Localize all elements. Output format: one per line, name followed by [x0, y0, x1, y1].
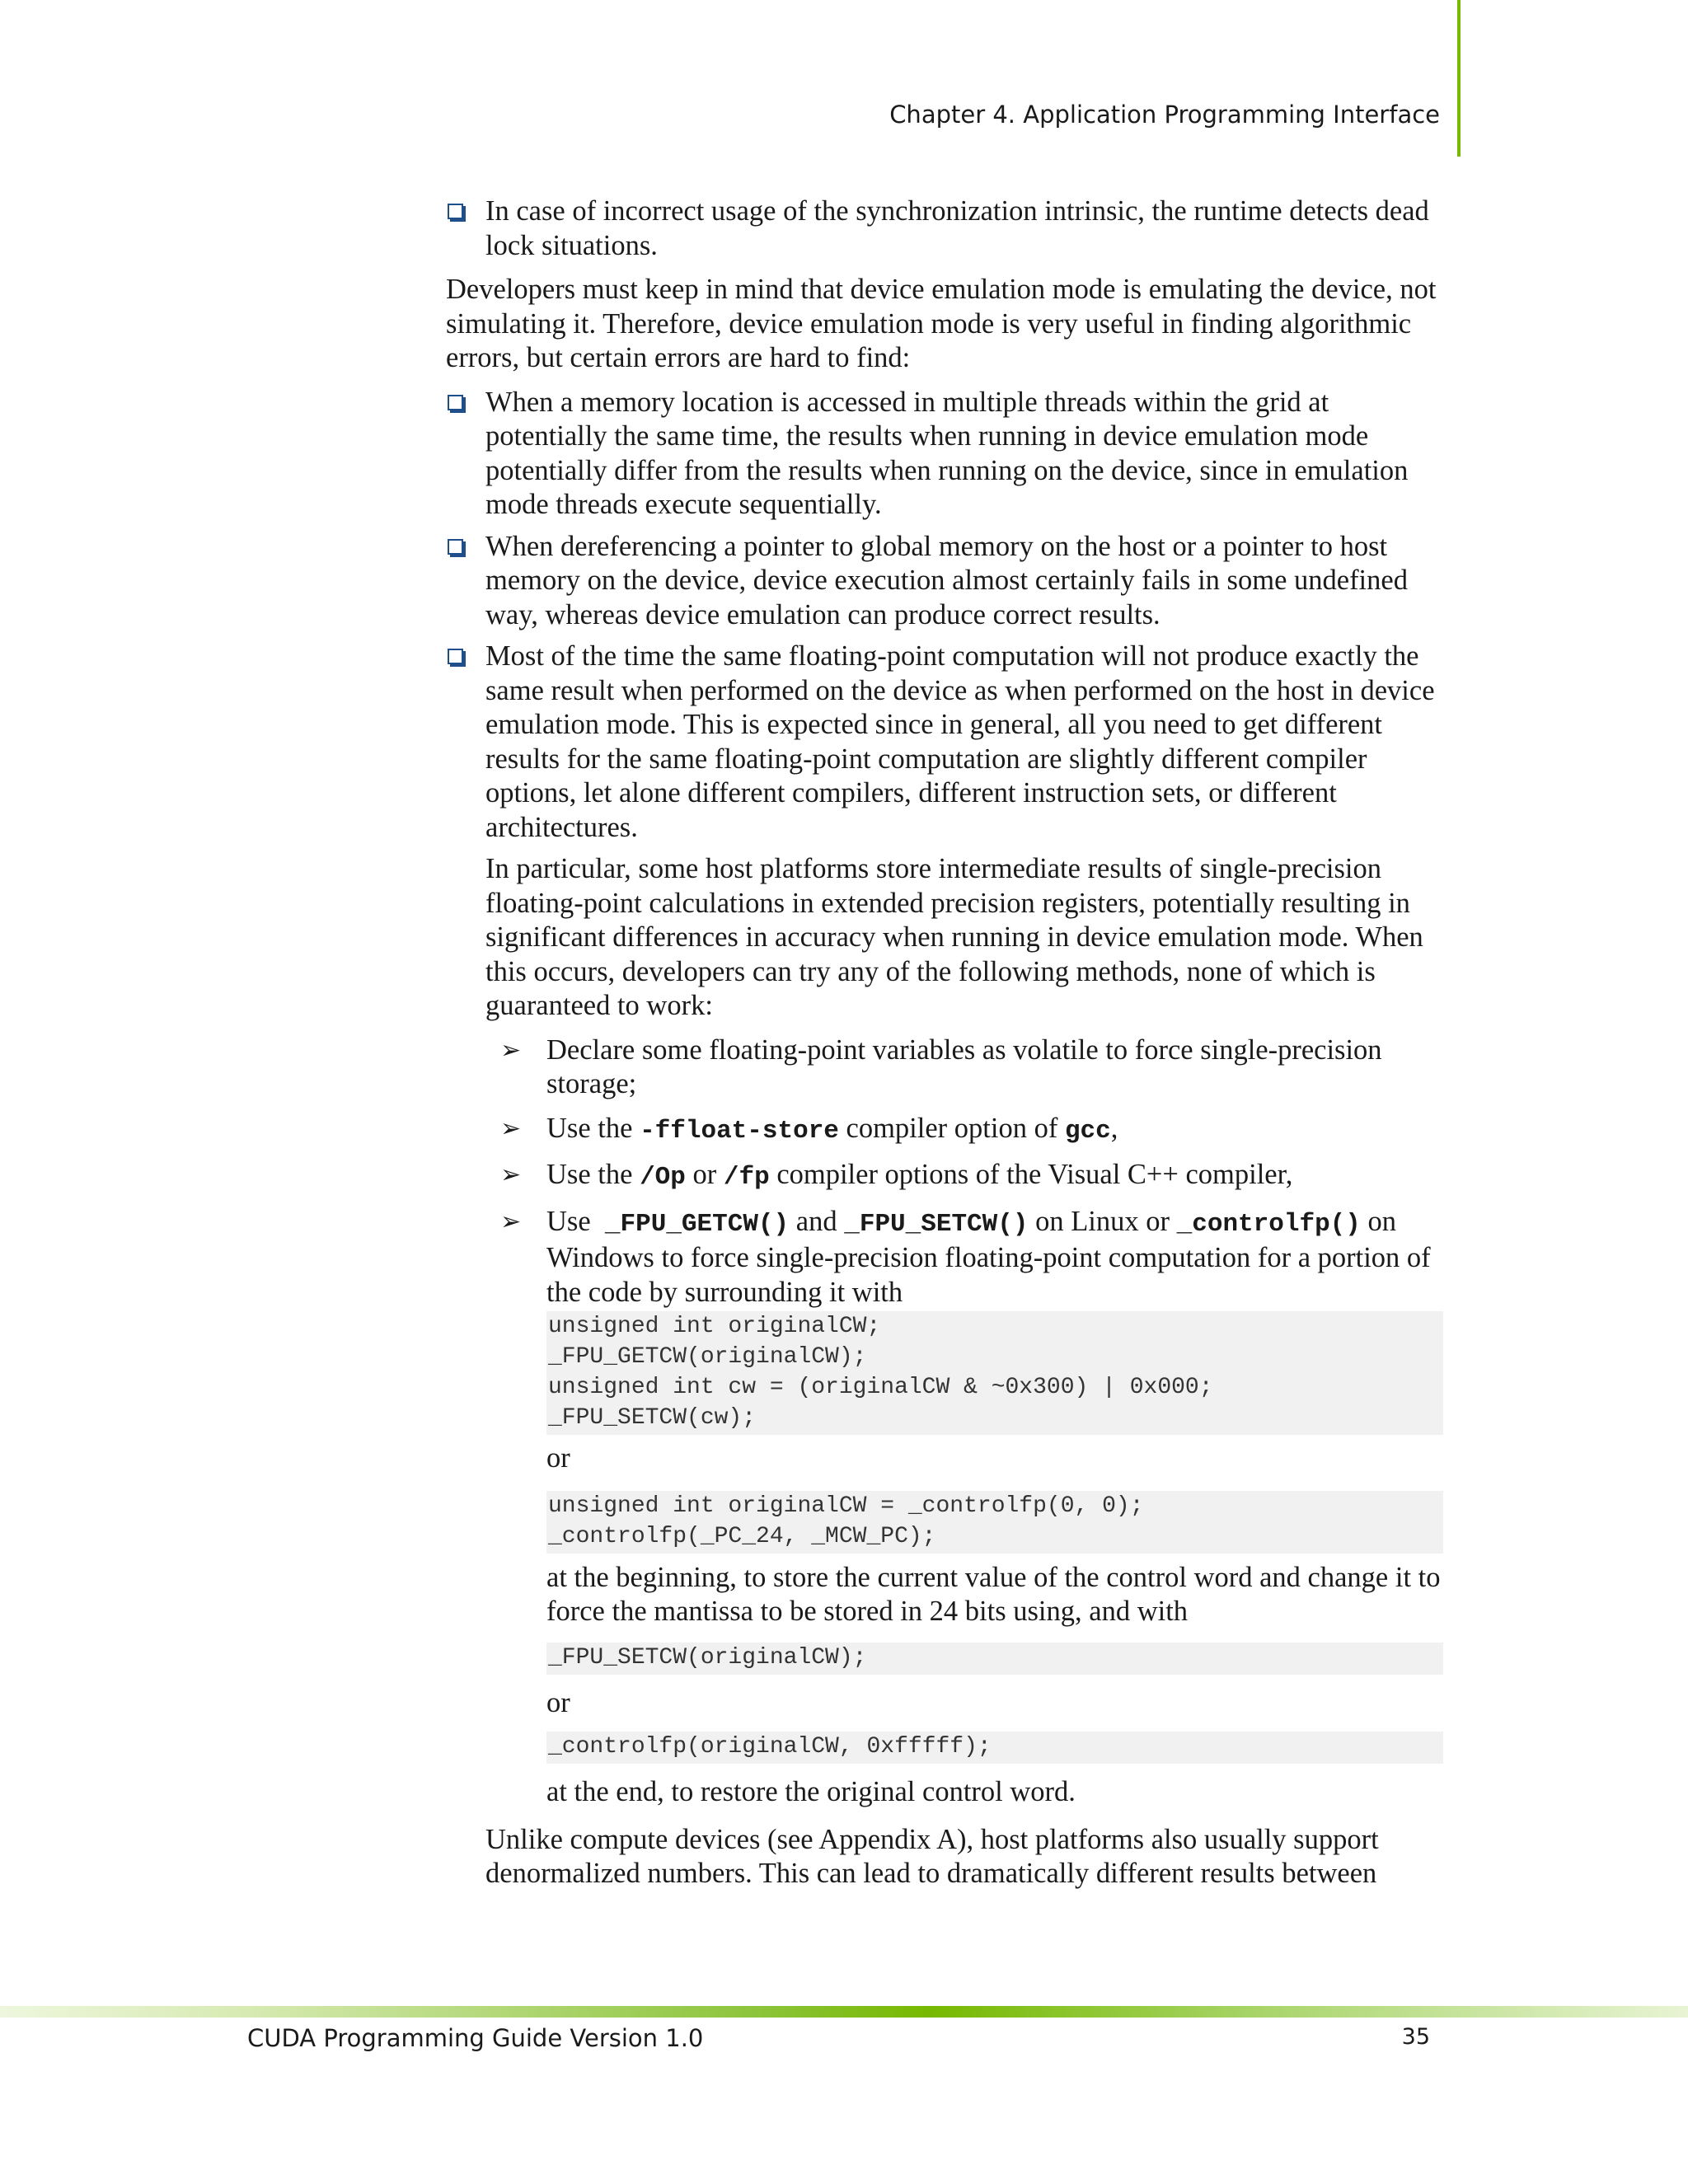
- inline-code: _controlfp(): [1176, 1209, 1361, 1239]
- bullet-text: When dereferencing a pointer to global memory on the host or a pointer to host memory on the device, device execution almost certainly fails in some undefined way, whereas device emulation can produce correct results.: [485, 530, 1408, 630]
- header-rule: [1457, 0, 1461, 157]
- text-or: or: [546, 1442, 570, 1474]
- method-text: on Linux or: [1028, 1205, 1177, 1237]
- inline-code: -ffloat-store: [640, 1116, 839, 1146]
- code-block-controlfp-restore: _controlfp(originalCW, 0xfffff);: [546, 1732, 1443, 1764]
- code-block-fpu-setcw: _FPU_SETCW(originalCW);: [546, 1643, 1443, 1675]
- method-text: on Windows to force single-precision floating-point computation for a portion of the code by surrounding it with: [546, 1205, 1431, 1308]
- method-visual-cpp: [446, 1158, 1443, 1195]
- inline-code: /Op: [640, 1163, 686, 1192]
- method-text: ,: [1110, 1112, 1118, 1144]
- method-text: or: [685, 1159, 724, 1190]
- code-block-controlfp: unsigned int originalCW = _controlfp(0, 0); _controlfp(_PC_24, _MCW_PC);: [546, 1491, 1443, 1554]
- paragraph-intro: Developers must keep in mind that device emulation mode is emulating the device, not simulating it. Therefore, device emulation mode is very useful in finding algorithmic errors, but certain errors are hard to find:: [446, 274, 1437, 373]
- text-or: or: [546, 1686, 570, 1718]
- bullet-memory-location: [446, 386, 1443, 523]
- footer-band: [0, 2006, 1688, 2018]
- bullet-text: In case of incorrect usage of the synchronization intrinsic, the runtime detects dead lock situations.: [485, 195, 1429, 261]
- inline-code: _FPU_SETCW(): [844, 1209, 1029, 1239]
- arrow-bullet-icon: ➢: [500, 1035, 522, 1065]
- method-text: compiler option of: [838, 1112, 1065, 1144]
- paragraph-at-end: at the end, to restore the original control word.: [546, 1776, 1076, 1807]
- checkbox-bullet-icon: [448, 649, 463, 664]
- inline-code: gcc: [1064, 1116, 1111, 1146]
- method-text: and: [789, 1205, 845, 1237]
- paragraph-unlike: Unlike compute devices (see Appendix A), host platforms also usually support denormalized numbers. This can lead to dramatically different results between: [485, 1823, 1379, 1889]
- chapter-title: Chapter 4. Application Programming Interface: [889, 101, 1440, 129]
- checkbox-bullet-icon: [448, 204, 463, 219]
- arrow-bullet-icon: ➢: [500, 1160, 522, 1189]
- method-text: Use: [546, 1205, 605, 1237]
- page-body: [446, 194, 1443, 1891]
- bullet-text: When a memory location is accessed in multiple threads within the grid at potentially the same time, the results when running in device emulation mode potentially differ from the results when running on the device, since in emulation mode threads execute sequentially.: [485, 386, 1409, 520]
- checkbox-bullet-icon: [448, 395, 463, 410]
- bullet-floating-point: [446, 640, 1443, 845]
- arrow-bullet-icon: ➢: [500, 1207, 522, 1236]
- method-text: Use the: [546, 1112, 640, 1144]
- arrow-bullet-icon: ➢: [500, 1113, 522, 1143]
- inline-code: /fp: [723, 1163, 770, 1192]
- page-number: 35: [1401, 2024, 1430, 2050]
- method-fpu-control: [446, 1205, 1443, 1310]
- bullet-deadlock: [446, 194, 1443, 263]
- method-text: Use the: [546, 1159, 640, 1190]
- method-text: Declare some floating-point variables as volatile to force single-precision storage;: [546, 1033, 1382, 1099]
- method-ffloat-store: [446, 1112, 1443, 1149]
- checkbox-bullet-icon: [448, 539, 463, 555]
- paragraph-at-beginning: at the beginning, to store the current value of the control word and change it to force the mantissa to be stored in 24 bits using, and with: [546, 1561, 1441, 1627]
- code-block-fpu-getcw: unsigned int originalCW; _FPU_GETCW(originalCW); unsigned int cw = (originalCW & ~0x300) | 0x000; _FPU_SETCW(cw);: [546, 1311, 1443, 1435]
- method-text: compiler options of the Visual C++ compiler,: [769, 1159, 1293, 1190]
- bullet-dereferencing: [446, 530, 1443, 633]
- method-volatile: [446, 1033, 1443, 1102]
- bullet-text: Most of the time the same floating-point computation will not produce exactly the same result when performed on the device as when performed on the host in device emulation mode. This is expected since in general, all you need to get different results for the same floating-point computation are slightly different compiler options, let alone different compilers, different instruction sets, or different architectures.: [485, 640, 1435, 843]
- paragraph-in-particular: In particular, some host platforms store intermediate results of single-precision floating-point calculations in extended precision registers, potentially resulting in significant differences in accuracy when running in device emulation mode. When this occurs, developers can try any of the following methods, none of which is guaranteed to work:: [485, 853, 1423, 1021]
- footer-guide-title: CUDA Programming Guide Version 1.0: [247, 2024, 704, 2052]
- inline-code: _FPU_GETCW(): [604, 1209, 790, 1239]
